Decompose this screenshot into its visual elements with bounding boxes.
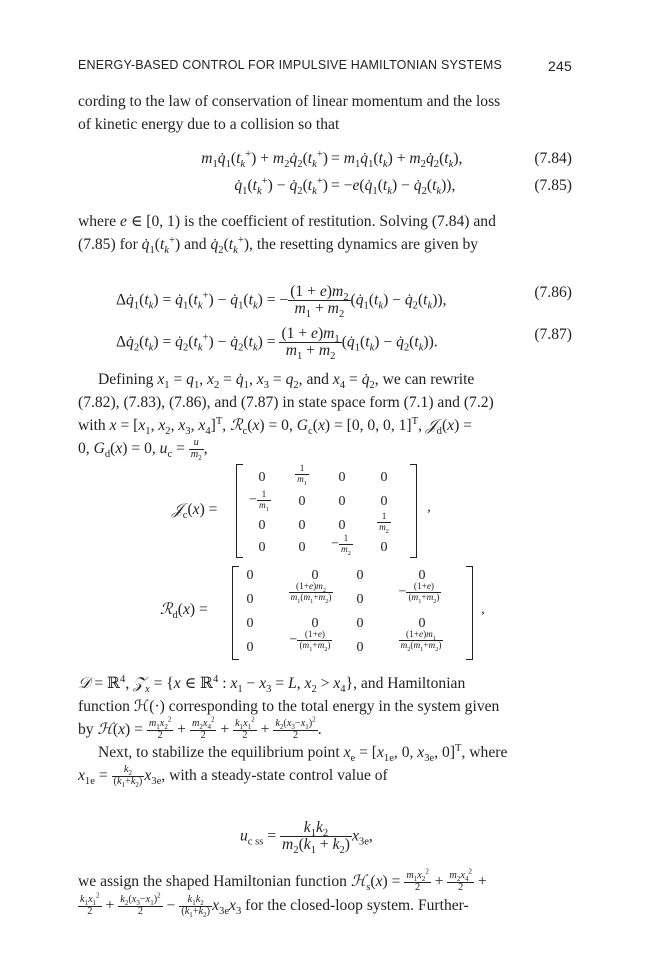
text-line: of kinetic energy due to a collision so that [78,116,340,133]
text-line: 0, $G_d(x) = 0$, $u_c$ = $\frac{u}{m_2}$ , [78,437,208,462]
matrix-cell: 0 [338,494,346,509]
matrix-cell: $\frac{(1+e)m_2}{m_1(m_1+m_2)}$ [290,581,332,605]
equation-number: (7.85) [534,177,572,194]
matrix-cell: 0 [246,592,254,607]
text-line: cording to the law of conservation of linear momentum and the loss [78,93,501,110]
equation-number: (7.86) [534,284,572,301]
text-line: we assign the shaped Hamiltonian function ℋ$_s$(x) = $\frac{m_1x_2^2}{2}$ + $\frac{m_2x_4^2}{2}$ + [78,867,487,894]
matrix-cell: $\frac{1}{m_1}$ [297,463,307,487]
matrix-cell: 0 [311,568,319,583]
matrix-cell: 0 [311,616,319,631]
matrix-cell: 0 [246,640,254,655]
text-line: Defining $x_1 = q_1$, $x_2$ = $q̇_1$, $x_3 = q_2$, and $x_4$ = $q̇_2$, we can rewrite [98,371,475,392]
equation-number: (7.84) [534,150,572,167]
right-bracket [410,464,417,558]
matrix-rd [0,562,650,662]
equation-lhs: $m_1q̇_1(t_k^+)$ + $m_2q̇_2(t_k^+)$ [201,148,328,171]
paragraph-2 [78,210,572,256]
equation-rhs: = $m_1q̇_1(t_k)$ + $m_2q̇_2(t_k)$, [331,150,463,171]
matrix-cell: − $\frac{1}{m_1}$ [249,489,269,513]
text-line: function ℋ(·) corresponding to the total energy in the system given [78,698,500,715]
equation-number: (7.87) [534,326,572,343]
paragraph-4 [78,672,572,742]
text-line: (7.85) for $q̇_1(t_k^+)$ and $q̇_2(t_k^+)$, the resetting dynamics are given by [78,234,479,257]
matrix-jc [0,460,650,560]
matrix-cell: 0 [356,568,364,583]
equation-lhs: $q̇_1(t_k^+)$ − $q̇_2(t_k^+)$ [234,175,328,198]
matrix-cell: 0 [418,616,426,631]
text-line: with $x = [x_1$, $x_2$, $x_3$, $x_4]^T$, ℛ$_c$(x) = 0, $G_c(x) = [0$, 0, 0, 1]$^T$, 𝒥$_d$(x) = [78,415,472,438]
equation-7-85 [78,177,572,203]
matrix-cell: $\frac{(1+e)m_1}{m_2(m_1+m_2)}$ [400,629,442,653]
matrix-cell: 0 [380,540,388,555]
matrix-cell: − $\frac{1}{m_2}$ [331,533,351,557]
matrix-cell: 0 [338,470,346,485]
matrix-comma: , [427,500,431,515]
matrix-cell: $\frac{1}{m_2}$ [379,511,389,535]
matrix-cell: 0 [338,518,346,533]
matrix-cell: 0 [298,540,306,555]
matrix-cell: 0 [298,494,306,509]
matrix-cell: 0 [258,518,266,533]
paragraph-6 [78,867,572,919]
equation-u-css: $u_{c ss}$ = $\frac{k_1k_2}{m_2(k_1 + k_2)}$ $x_{3e}$, [240,819,373,857]
left-bracket [232,566,239,660]
matrix-cell: 0 [418,568,426,583]
matrix-cell: 0 [356,616,364,631]
matrix-cell: 0 [258,470,266,485]
paragraph-3 [78,368,572,461]
right-bracket [466,566,473,660]
equation-body: $\Delta q̇_2(t_k)$ = $q̇_2(t_k^+)$ − $q̇_2(t_k)$ = $\frac{(1 + e)m_1}{m_1 + m_2}$ ($q̇_1(t_k)$ − $q̇_2(t_k)$). [116,325,438,363]
matrix-label: 𝒥$_c$(x) = [172,500,218,522]
equation-7-87 [78,318,572,363]
matrix-cell: 0 [246,616,254,631]
left-bracket [236,464,243,558]
paragraph-1 [78,90,572,136]
matrix-cell: 0 [246,568,254,583]
matrix-cell: 0 [258,540,266,555]
matrix-cell: − $\frac{(1+e)}{(m_1+m_2)}$ [398,581,440,605]
matrix-comma: , [481,602,485,617]
running-head [78,58,572,78]
running-head-title: ENERGY-BASED CONTROL FOR IMPULSIVE HAMILTONIAN SYSTEMS [78,58,503,72]
equation-body: $\Delta q̇_1(t_k)$ = $q̇_1(t_k^+)$ − $q̇_1(t_k)$ = − $\frac{(1 + e)m_2}{m_1 + m_2}$ ($q̇_1(t_k)$ − $q̇_2(t_k)$), [116,283,447,321]
matrix-cell: 0 [298,518,306,533]
matrix-cell: 0 [356,592,364,607]
matrix-cell: 0 [356,640,364,655]
text-line: where e ∈ [0, 1) is the coefficient of restitution. Solving (7.84) and [78,213,496,230]
matrix-cell: − $\frac{(1+e)}{(m_1+m_2)}$ [289,629,331,653]
page-number: 245 [548,58,572,74]
equation-rhs: = $-e(q̇_1(t_k)$ − $q̇_2(t_k)$), [331,177,456,198]
text-line: (7.82), (7.83), (7.86), and (7.87) in state space form (7.1) and (7.2) [78,394,494,411]
paragraph-5 [78,741,572,788]
matrix-label: ℛ$_d$(x) = [160,600,208,622]
text-line: Next, to stabilize the equilibrium point $x_e = [x_{1e}$, 0, $x_{3e}$, 0]$^T$, where [98,742,508,765]
matrix-cell: 0 [380,470,388,485]
text-line: by ℋ(x) = $\frac{m_1x_2^2}{2}$ + $\frac{m_2x_4^2}{2}$ + $\frac{k_1x_1^2}{2}$ + $\frac{k_2(x_3-x_1)^2}{2}$ . [78,715,322,741]
text-line: 𝒟 = ℝ$^4$, 𝒵$_x$ = {x ∈ ℝ$^4$ : $x_1 - x_3 = L$, $x_2 > x_4$}, and Hamiltonian [78,673,466,696]
equation-7-86 [78,276,572,321]
equation-7-84 [78,150,572,176]
text-line: $x_{1e}$ = $\frac{k_2}{(k_1+k_2)}$ $x_{3e}$, with a steady-state control value of [78,764,388,789]
text-line: $\frac{k_1x_1^2}{2}$ + $\frac{k_2(x_3-x_1)^2}{2}$ − $\frac{k_1k_2}{(k_1+k_2)}$ $x_{3e}x_3$ for the closed-loop system. Further- [80,891,469,919]
matrix-cell: 0 [380,494,388,509]
